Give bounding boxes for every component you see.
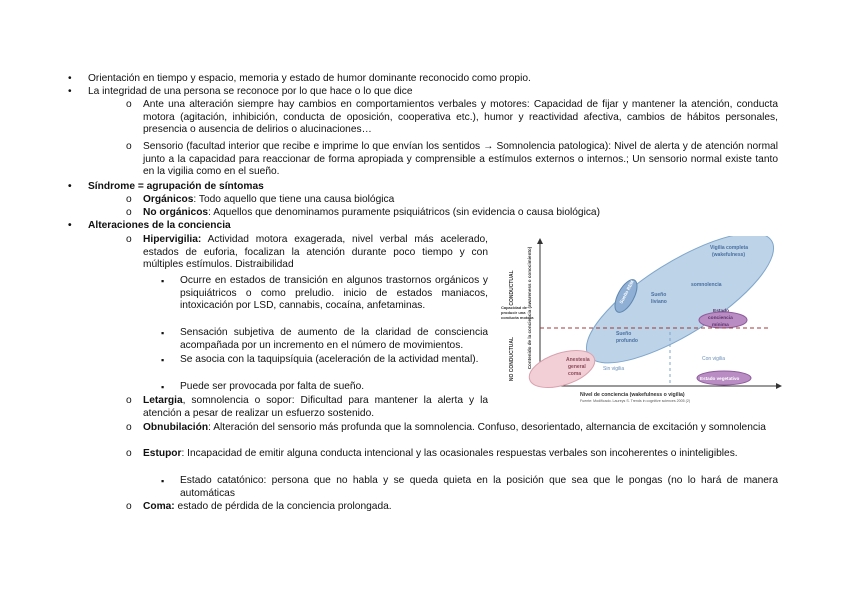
list-item [88, 86, 778, 99]
text: Actividad motora exagerada, nivel verbal más acelerado, estados de euforia, focalizan la atención durante poco tiempo y con múltiples estímulos. Distraibilidad [143, 234, 488, 271]
label-somnolencia: somnolencia [691, 282, 722, 288]
text: : Aquellos que denominamos puramente psiquiátricos (sin evidencia o causa biológica) [208, 207, 600, 218]
y-axis-title: Contenido de la conciencia (awareness o conocimiento) [527, 246, 532, 370]
list-item [143, 194, 778, 207]
label-minima-3: mínima [712, 323, 729, 328]
text: : Todo aquello que tiene una causa biológica [193, 194, 395, 205]
list-item [143, 141, 778, 179]
text: : Incapacidad de emitir alguna conducta intencional y las ocasionales respuestas verbales son incoherentes o ininteligibles. [181, 448, 738, 459]
text: Estado catatónico: persona que no habla y se queda quieta en la posición que sea que le pongas (no lo hará de manera automáticas [180, 475, 778, 499]
text: Orientación en tiempo y espacio, memoria y estado de humor dominante reconocido como propio. [88, 73, 531, 84]
term: No orgánicos [143, 207, 209, 218]
label-vegetativo: Estado vegetativo [700, 376, 740, 381]
list-item [180, 354, 488, 367]
label-minima-1: Estado [713, 309, 729, 314]
label-minima-2: conciencia [708, 316, 733, 321]
term: Letargia [143, 395, 183, 406]
x-axis-arrow [776, 383, 782, 389]
label-profundo-2: profundo [616, 338, 638, 344]
text: Sensorio (facultad interior que recibe e imprime lo que envían los sentidos → Somnolencia patologica): Nivel de alerta y de atención normal junto a la capacidad para reaccionar de forma apropiada y comprensible a estímulos externos o internos.; Un sensorio normal existe tanto en la vigilia como en el sueño. [143, 141, 778, 178]
label-vigilia-2: (wakefulness) [712, 252, 746, 258]
y-axis-arrow [537, 238, 543, 244]
x-axis-title: Nivel de conciencia (wakefulness o vigilia) [580, 392, 685, 398]
consciousness-diagram [500, 236, 783, 408]
y-marker-line-3: conducta motora [501, 315, 534, 320]
list-item [180, 327, 488, 352]
list-item [143, 234, 488, 272]
label-anestesia-2: general [568, 364, 586, 370]
list-item [180, 275, 488, 313]
label-liviano-2: liviano [651, 299, 667, 305]
text: Ocurre en estados de transición en algunos trastornos orgánicos y psiquiátricos o como preludio. inicio de estados maniacos, intoxicación por LSD, cannabis, cocaína, anfetaminas. [180, 275, 488, 312]
text: Ante una alteración siempre hay cambios en comportamientos verbales y motores: Capacidad de fijar y mantener la atención, conducta motora (agitación, inhibición, conducta de oposición, cooperativa etc.), humor y reactividad afectiva, cambios de hábitos personales, presencia o ausencia de delirios o alucinaciones… [143, 99, 778, 136]
section-heading [88, 181, 778, 194]
text: , somnolencia o sopor: Dificultad para mantener la alerta y la atención a pesar de realizar un esfuerzo sostenido. [143, 395, 488, 419]
label-sin-vigilia: Sin vigilia [603, 366, 625, 372]
text: Síndrome = agrupación de síntomas [88, 181, 264, 192]
label-anestesia-3: coma [568, 371, 582, 377]
term: Hipervigilia: [143, 234, 202, 245]
text: : Alteración del sensorio más profunda que la somnolencia. Confuso, desorientado, alternancia de excitación y somnolencia [208, 422, 766, 433]
list-item [88, 73, 778, 86]
list-item [143, 501, 778, 514]
term: Obnubilación [143, 422, 209, 433]
label-profundo-1: Sueño [616, 331, 632, 337]
label-con-vigilia: Con vigilia [702, 356, 726, 362]
list-item [143, 422, 778, 435]
section-heading [88, 220, 778, 233]
list-item [143, 207, 778, 220]
text: Alteraciones de la conciencia [88, 220, 231, 231]
text: Sensación subjetiva de aumento de la claridad de consciencia acompañada por un incremento en el número de movimientos. [180, 327, 488, 351]
list-item [180, 475, 778, 500]
list-item [180, 381, 488, 394]
text: estado de pérdida de la conciencia prolongada. [174, 501, 392, 512]
list-item [143, 99, 778, 137]
list-item [143, 448, 778, 461]
list-item [143, 395, 488, 420]
term: Coma: [143, 501, 175, 512]
y-top-label: CONDUCTUAL [509, 270, 515, 306]
text: Se asocia con la taquipsíquia (aceleración de la actividad mental). [180, 354, 479, 365]
text: Puede ser provocada por falta de sueño. [180, 381, 365, 392]
y-bottom-label: NO CONDUCTUAL [509, 336, 515, 382]
label-liviano-1: Sueño [651, 292, 667, 298]
diagram-source: Fuente: Modificado. Laureys S. Trends in cognitive sciences 2005 (2) [580, 399, 691, 403]
text: La integridad de una persona se reconoce por lo que hace o lo que dice [88, 86, 413, 97]
term: Estupor [143, 448, 182, 459]
wakefulness-region [569, 236, 783, 386]
label-anestesia-1: Anestesia [566, 357, 590, 363]
label-vigilia-1: Vigilia completa [710, 245, 748, 251]
label-rem: Sueño REM [618, 279, 635, 305]
term: Orgánicos [143, 194, 194, 205]
y-marker-line-2: producir una [501, 310, 526, 315]
y-marker-line-1: Capacidad de [501, 305, 528, 310]
